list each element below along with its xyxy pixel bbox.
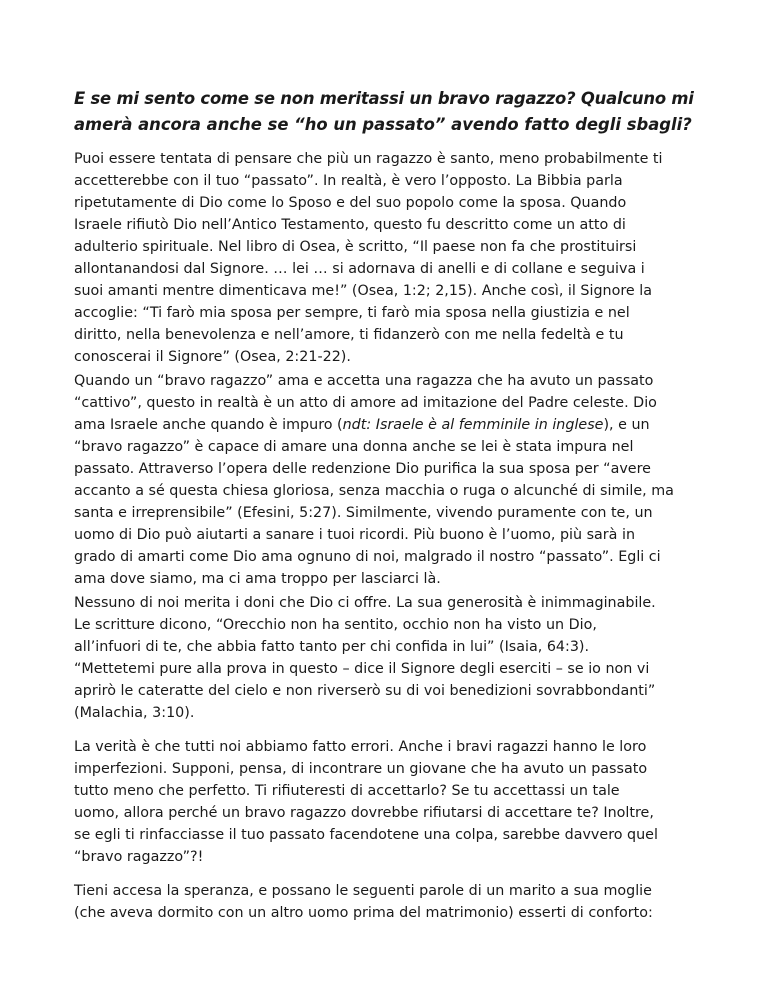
text-line: adulterio spirituale. Nel libro di Osea, è scritto, “Il paese non fa che prostituirsi — [74, 239, 637, 255]
heading-line: E se mi sento come se non meritassi un bravo ragazzo? Qualcuno mi — [74, 89, 694, 108]
text-line: conoscerai il Signore” (Osea, 2:21-22). — [74, 349, 351, 365]
text-line: accanto a sé questa chiesa gloriosa, senza macchia o ruga o alcunché di simile, ma — [74, 483, 674, 499]
text-line: (che aveva dormito con un altro uomo prima del matrimonio) esserti di conforto: — [74, 905, 653, 921]
text-line: Nessuno di noi merita i doni che Dio ci offre. La sua generosità è inimmaginabile. — [74, 595, 656, 611]
text-line: accoglie: “Ti farò mia sposa per sempre, ti farò mia sposa nella giustizia e nel — [74, 305, 630, 321]
text-line: “bravo ragazzo” è capace di amare una donna anche se lei è stata impura nel — [74, 439, 634, 455]
paragraph-4 — [74, 736, 704, 868]
text-line: se egli ti rinfacciasse il tuo passato facendotene una colpa, sarebbe davvero quel — [74, 827, 658, 843]
text-line: santa e irreprensibile” (Efesini, 5:27). Similmente, vivendo puramente con te, un — [74, 505, 653, 521]
text-line: Israele rifiutò Dio nell’Antico Testamento, questo fu descritto come un atto di — [74, 217, 626, 233]
text-line: “bravo ragazzo”?! — [74, 849, 204, 865]
text-line: Puoi essere tentata di pensare che più un ragazzo è santo, meno probabilmente ti — [74, 151, 663, 167]
paragraph-1 — [74, 148, 704, 368]
text-line: aprirò le cateratte del cielo e non riverserò su di voi benedizioni sovrabbondanti” — [74, 683, 656, 699]
section-heading — [74, 86, 698, 138]
text-line: “cattivo”, questo in realtà è un atto di amore ad imitazione del Padre celeste. Dio — [74, 395, 657, 411]
text-segment: ), e un — [603, 417, 650, 433]
text-line: uomo di Dio può aiutarti a sanare i tuoi ricordi. Più buono è l’uomo, più sarà in — [74, 527, 636, 543]
text-line: Tieni accesa la speranza, e possano le seguenti parole di un marito a sua moglie — [74, 883, 652, 899]
text-line: Le scritture dicono, “Orecchio non ha sentito, occhio non ha visto un Dio, — [74, 617, 597, 633]
heading-line: amerà ancora anche se “ho un passato” avendo fatto degli sbagli? — [74, 115, 692, 134]
paragraph-3 — [74, 592, 704, 724]
text-line: suoi amanti mentre dimenticava me!” (Osea, 1:2; 2,15). Anche così, il Signore la — [74, 283, 652, 299]
text-line: imperfezioni. Supponi, pensa, di incontrare un giovane che ha avuto un passato — [74, 761, 648, 777]
text-line: diritto, nella benevolenza e nell’amore, ti fidanzerò con me nella fedeltà e tu — [74, 327, 624, 343]
text-line: La verità è che tutti noi abbiamo fatto errori. Anche i bravi ragazzi hanno le loro — [74, 739, 647, 755]
text-line: tutto meno che perfetto. Ti rifiuteresti di accettarlo? Se tu accettassi un tale — [74, 783, 620, 799]
text-line: allontanandosi dal Signore. … lei … si adornava di anelli e di collane e seguiva i — [74, 261, 645, 277]
text-line: uomo, allora perché un bravo ragazzo dovrebbe rifiutarsi di accettare te? Inoltre, — [74, 805, 654, 821]
text-segment: ama Israele anche quando è impuro ( — [74, 417, 343, 433]
text-line: all’infuori di te, che abbia fatto tanto per chi confida in lui” (Isaia, 64:3). — [74, 639, 590, 655]
text-line: ama dove siamo, ma ci ama troppo per lasciarci là. — [74, 571, 441, 587]
text-line: Quando un “bravo ragazzo” ama e accetta una ragazza che ha avuto un passato — [74, 373, 654, 389]
text-line: (Malachia, 3:10). — [74, 705, 195, 721]
translator-note: ndt: Israele è al femminile in inglese — [342, 417, 604, 433]
paragraph-2 — [74, 370, 704, 590]
text-line: accetterebbe con il tuo “passato”. In realtà, è vero l’opposto. La Bibbia parla — [74, 173, 623, 189]
text-line-with-note — [74, 414, 704, 436]
text-line: ripetutamente di Dio come lo Sposo e del suo popolo come la sposa. Quando — [74, 195, 627, 211]
paragraph-5 — [74, 880, 704, 924]
text-line: grado di amarti come Dio ama ognuno di noi, malgrado il nostro “passato”. Egli ci — [74, 549, 661, 565]
text-line: “Mettetemi pure alla prova in questo – dice il Signore degli eserciti – se io non vi — [74, 661, 650, 677]
text-line: passato. Attraverso l’opera delle redenzione Dio purifica la sua sposa per “avere — [74, 461, 651, 477]
